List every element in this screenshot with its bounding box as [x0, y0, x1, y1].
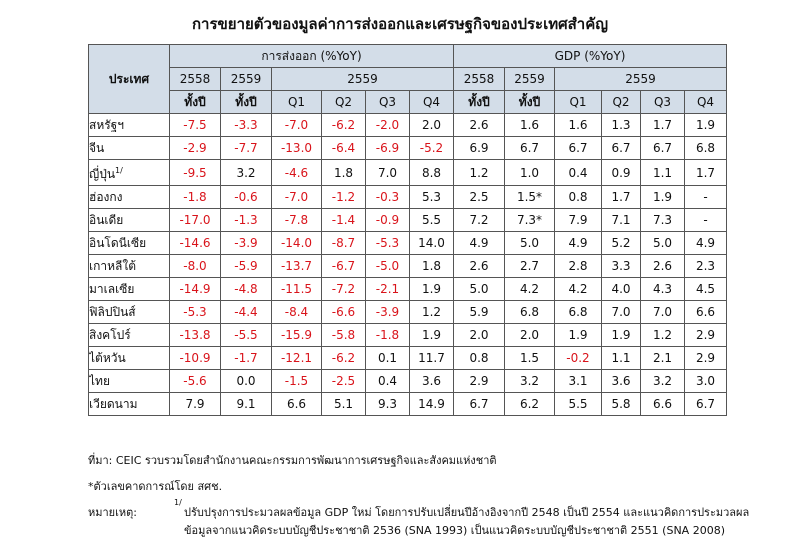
- export-value-cell: 8.8: [410, 160, 454, 186]
- gdp-value-cell: 6.8: [505, 301, 555, 324]
- gdp-value-cell: -: [685, 209, 727, 232]
- export-value-cell: 1.8: [322, 160, 366, 186]
- gdp-q2: Q2: [602, 91, 641, 114]
- export-value-cell: 3.2: [221, 160, 272, 186]
- export-value-cell: 1.9: [410, 278, 454, 301]
- gdp-value-cell: 2.9: [685, 324, 727, 347]
- export-value-cell: -0.3: [366, 186, 410, 209]
- country-name: ฟิลิปปินส์: [89, 305, 136, 319]
- export-value-cell: -7.5: [170, 114, 221, 137]
- export-value-cell: -11.5: [272, 278, 322, 301]
- export-value-cell: -0.6: [221, 186, 272, 209]
- remark-label: หมายเหตุ:: [88, 506, 137, 519]
- export-value-cell: -1.4: [322, 209, 366, 232]
- gdp-value-cell: 7.0: [641, 301, 685, 324]
- export-value-cell: -1.2: [322, 186, 366, 209]
- export-value-cell: -3.3: [221, 114, 272, 137]
- country-name: เกาหลีใต้: [89, 259, 137, 273]
- export-value-cell: 5.5: [410, 209, 454, 232]
- gdp-value-cell: 6.7: [602, 137, 641, 160]
- export-value-cell: -2.5: [322, 370, 366, 393]
- gdp-value-cell: 2.8: [555, 255, 602, 278]
- gdp-q4: Q4: [685, 91, 727, 114]
- table-row: [89, 324, 767, 347]
- export-value-cell: -4.8: [221, 278, 272, 301]
- export-value-cell: -5.8: [322, 324, 366, 347]
- export-value-cell: -2.1: [366, 278, 410, 301]
- gdp-value-cell: 6.7: [505, 137, 555, 160]
- gdp-value-cell: 7.0: [602, 301, 641, 324]
- country-cell: [89, 301, 170, 324]
- country-cell: [89, 232, 170, 255]
- gdp-value-cell: 2.3: [685, 255, 727, 278]
- gdp-value-cell: 7.9: [555, 209, 602, 232]
- gdp-value-cell: 0.8: [555, 186, 602, 209]
- country-name: ฮ่องกง: [89, 190, 123, 204]
- export-value-cell: -4.6: [272, 160, 322, 186]
- gdp-value-cell: 1.7: [641, 114, 685, 137]
- country-cell: [89, 370, 170, 393]
- country-footnote-marker: 1/: [115, 166, 123, 175]
- gdp-value-cell: 5.5: [555, 393, 602, 416]
- export-year-2558: 2558: [170, 68, 221, 91]
- export-value-cell: -13.0: [272, 137, 322, 160]
- export-value-cell: -7.0: [272, 186, 322, 209]
- gdp-value-cell: 5.0: [641, 232, 685, 255]
- table-row: [89, 209, 767, 232]
- export-fullyear-2559: ทั้งปี: [221, 91, 272, 114]
- export-value-cell: -0.9: [366, 209, 410, 232]
- export-value-cell: -13.8: [170, 324, 221, 347]
- gdp-value-cell: 1.3: [602, 114, 641, 137]
- gdp-value-cell: 7.1: [602, 209, 641, 232]
- export-value-cell: -14.0: [272, 232, 322, 255]
- gdp-value-cell: 6.6: [641, 393, 685, 416]
- country-cell: [89, 186, 170, 209]
- gdp-fullyear-2558: ทั้งปี: [454, 91, 505, 114]
- gdp-value-cell: 2.9: [685, 347, 727, 370]
- export-value-cell: -1.8: [170, 186, 221, 209]
- export-value-cell: -2.0: [366, 114, 410, 137]
- export-value-cell: 1.8: [410, 255, 454, 278]
- gdp-value-cell: 2.0: [454, 324, 505, 347]
- country-cell: [89, 393, 170, 416]
- gdp-value-cell: 7.3: [641, 209, 685, 232]
- export-value-cell: -1.3: [221, 209, 272, 232]
- country-name: อินเดีย: [89, 213, 124, 227]
- table-row: [89, 301, 767, 324]
- export-value-cell: 0.1: [366, 347, 410, 370]
- export-value-cell: 9.3: [366, 393, 410, 416]
- gdp-value-cell: 1.5*: [505, 186, 555, 209]
- export-value-cell: -15.9: [272, 324, 322, 347]
- gdp-quarter-year: 2559: [555, 68, 727, 91]
- gdp-value-cell: 1.9: [555, 324, 602, 347]
- table-row: [89, 160, 767, 186]
- export-q3: Q3: [366, 91, 410, 114]
- table-row: [89, 232, 767, 255]
- gdp-value-cell: 1.1: [602, 347, 641, 370]
- export-value-cell: 14.9: [410, 393, 454, 416]
- export-value-cell: -4.4: [221, 301, 272, 324]
- table-row: [89, 393, 767, 416]
- export-group-header: การส่งออก (%YoY): [170, 45, 454, 68]
- gdp-value-cell: 1.0: [505, 160, 555, 186]
- gdp-value-cell: 1.6: [505, 114, 555, 137]
- gdp-value-cell: 4.9: [685, 232, 727, 255]
- export-value-cell: -6.7: [322, 255, 366, 278]
- export-value-cell: -7.0: [272, 114, 322, 137]
- export-value-cell: -10.9: [170, 347, 221, 370]
- gdp-value-cell: 6.9: [454, 137, 505, 160]
- gdp-value-cell: 4.0: [602, 278, 641, 301]
- gdp-value-cell: -: [685, 186, 727, 209]
- gdp-value-cell: 1.1: [641, 160, 685, 186]
- country-header: ประเทศ: [89, 45, 170, 114]
- gdp-value-cell: 6.8: [555, 301, 602, 324]
- export-value-cell: 3.6: [410, 370, 454, 393]
- gdp-fullyear-2559: ทั้งปี: [505, 91, 555, 114]
- gdp-group-header: GDP (%YoY): [454, 45, 727, 68]
- export-value-cell: -5.6: [170, 370, 221, 393]
- export-fullyear-2558: ทั้งปี: [170, 91, 221, 114]
- export-q4: Q4: [410, 91, 454, 114]
- gdp-value-cell: 5.0: [454, 278, 505, 301]
- export-value-cell: 5.1: [322, 393, 366, 416]
- export-value-cell: -1.5: [272, 370, 322, 393]
- export-value-cell: -7.8: [272, 209, 322, 232]
- export-value-cell: -3.9: [366, 301, 410, 324]
- export-value-cell: 11.7: [410, 347, 454, 370]
- export-value-cell: 0.0: [221, 370, 272, 393]
- gdp-value-cell: 1.2: [454, 160, 505, 186]
- export-year-2559: 2559: [221, 68, 272, 91]
- country-cell: [89, 160, 170, 186]
- gdp-value-cell: 1.9: [641, 186, 685, 209]
- gdp-value-cell: 6.6: [685, 301, 727, 324]
- country-name: เวียดนาม: [89, 397, 138, 411]
- export-value-cell: -5.0: [366, 255, 410, 278]
- country-name: อินโดนีเซีย: [89, 236, 147, 250]
- source-note: ที่มา: CEIC รวบรวมโดยสำนักงานคณะกรรมการพัฒนาการเศรษฐกิจและสังคมแห่งชาติ: [88, 454, 497, 467]
- export-value-cell: 7.9: [170, 393, 221, 416]
- gdp-value-cell: 6.7: [641, 137, 685, 160]
- export-quarter-year: 2559: [272, 68, 454, 91]
- export-value-cell: -5.9: [221, 255, 272, 278]
- gdp-value-cell: 3.1: [555, 370, 602, 393]
- gdp-value-cell: 5.2: [602, 232, 641, 255]
- gdp-value-cell: 1.9: [685, 114, 727, 137]
- remark-superscript: 1/: [174, 498, 182, 507]
- gdp-value-cell: 1.5: [505, 347, 555, 370]
- gdp-value-cell: 2.7: [505, 255, 555, 278]
- gdp-value-cell: 7.3*: [505, 209, 555, 232]
- remark-line-2: ข้อมูลจากแนวคิดระบบบัญชีประชาชาติ 2536 (SNA 1993) เป็นแนวคิดระบบบัญชีประชาชาติ 2551 (SNA 2008): [184, 524, 725, 537]
- estimate-note: *ตัวเลขคาดการณ์โดย สศช.: [88, 480, 223, 493]
- gdp-value-cell: -0.2: [555, 347, 602, 370]
- gdp-value-cell: 2.6: [454, 255, 505, 278]
- export-q2: Q2: [322, 91, 366, 114]
- table-row: [89, 255, 767, 278]
- gdp-value-cell: 4.3: [641, 278, 685, 301]
- export-value-cell: -5.2: [410, 137, 454, 160]
- export-value-cell: -6.6: [322, 301, 366, 324]
- gdp-value-cell: 1.2: [641, 324, 685, 347]
- table-row: [89, 114, 767, 137]
- gdp-q3: Q3: [641, 91, 685, 114]
- gdp-value-cell: 6.7: [555, 137, 602, 160]
- gdp-value-cell: 1.6: [555, 114, 602, 137]
- gdp-q1: Q1: [555, 91, 602, 114]
- gdp-value-cell: 3.2: [505, 370, 555, 393]
- country-name: ไต้หวัน: [89, 351, 126, 365]
- export-value-cell: -6.9: [366, 137, 410, 160]
- export-value-cell: -14.6: [170, 232, 221, 255]
- gdp-value-cell: 4.2: [505, 278, 555, 301]
- export-value-cell: 0.4: [366, 370, 410, 393]
- gdp-value-cell: 4.5: [685, 278, 727, 301]
- export-value-cell: -5.5: [221, 324, 272, 347]
- country-cell: [89, 114, 170, 137]
- export-value-cell: -3.9: [221, 232, 272, 255]
- gdp-value-cell: 4.2: [555, 278, 602, 301]
- export-value-cell: -1.7: [221, 347, 272, 370]
- country-cell: [89, 255, 170, 278]
- export-value-cell: -6.2: [322, 347, 366, 370]
- export-value-cell: 9.1: [221, 393, 272, 416]
- export-value-cell: 1.9: [410, 324, 454, 347]
- export-value-cell: -6.4: [322, 137, 366, 160]
- export-value-cell: -9.5: [170, 160, 221, 186]
- gdp-value-cell: 3.2: [641, 370, 685, 393]
- export-value-cell: -12.1: [272, 347, 322, 370]
- gdp-value-cell: 3.3: [602, 255, 641, 278]
- page-title: การขยายตัวของมูลค่าการส่งออกและเศรษฐกิจของประเทศสำคัญ: [191, 15, 609, 33]
- gdp-value-cell: 3.6: [602, 370, 641, 393]
- export-value-cell: -8.7: [322, 232, 366, 255]
- gdp-value-cell: 2.9: [454, 370, 505, 393]
- export-value-cell: -1.8: [366, 324, 410, 347]
- export-value-cell: -7.7: [221, 137, 272, 160]
- export-value-cell: -2.9: [170, 137, 221, 160]
- export-value-cell: 7.0: [366, 160, 410, 186]
- export-value-cell: 1.2: [410, 301, 454, 324]
- gdp-value-cell: 5.0: [505, 232, 555, 255]
- country-name: มาเลเซีย: [89, 282, 135, 296]
- gdp-year-2558: 2558: [454, 68, 505, 91]
- gdp-value-cell: 2.0: [505, 324, 555, 347]
- export-value-cell: -7.2: [322, 278, 366, 301]
- gdp-value-cell: 0.9: [602, 160, 641, 186]
- country-cell: [89, 137, 170, 160]
- remark-line-1: ปรับปรุงการประมวลผลข้อมูล GDP ใหม่ โดยการปรับเปลี่ยนปีอ้างอิงจากปี 2548 เป็นปี 2554 และแนวคิดการประมวลผล: [184, 506, 750, 519]
- gdp-value-cell: 4.9: [454, 232, 505, 255]
- gdp-value-cell: 1.9: [602, 324, 641, 347]
- gdp-value-cell: 3.0: [685, 370, 727, 393]
- country-cell: [89, 209, 170, 232]
- country-cell: [89, 324, 170, 347]
- country-cell: [89, 347, 170, 370]
- gdp-value-cell: 4.9: [555, 232, 602, 255]
- gdp-value-cell: 0.8: [454, 347, 505, 370]
- country-name: ญี่ปุ่น: [89, 167, 116, 181]
- country-name: สิงคโปร์: [89, 328, 131, 342]
- gdp-value-cell: 2.6: [454, 114, 505, 137]
- export-value-cell: -5.3: [170, 301, 221, 324]
- gdp-value-cell: 2.1: [641, 347, 685, 370]
- gdp-value-cell: 2.6: [641, 255, 685, 278]
- country-name: ไทย: [89, 374, 110, 388]
- export-value-cell: 14.0: [410, 232, 454, 255]
- export-value-cell: -8.4: [272, 301, 322, 324]
- country-cell: [89, 278, 170, 301]
- country-name: สหรัฐฯ: [89, 118, 125, 132]
- table-row: [89, 370, 767, 393]
- gdp-value-cell: 7.2: [454, 209, 505, 232]
- table-row: [89, 137, 767, 160]
- gdp-value-cell: 6.7: [685, 393, 727, 416]
- export-value-cell: 6.6: [272, 393, 322, 416]
- country-name: จีน: [89, 141, 105, 155]
- table-row: [89, 347, 767, 370]
- export-value-cell: 2.0: [410, 114, 454, 137]
- export-value-cell: -6.2: [322, 114, 366, 137]
- gdp-value-cell: 6.7: [454, 393, 505, 416]
- export-value-cell: -8.0: [170, 255, 221, 278]
- gdp-value-cell: 5.9: [454, 301, 505, 324]
- gdp-value-cell: 0.4: [555, 160, 602, 186]
- gdp-year-2559: 2559: [505, 68, 555, 91]
- gdp-value-cell: 1.7: [602, 186, 641, 209]
- export-value-cell: -5.3: [366, 232, 410, 255]
- gdp-value-cell: 5.8: [602, 393, 641, 416]
- table-row: [89, 278, 767, 301]
- table-row: [89, 186, 767, 209]
- export-value-cell: -13.7: [272, 255, 322, 278]
- gdp-value-cell: 6.8: [685, 137, 727, 160]
- export-value-cell: -14.9: [170, 278, 221, 301]
- export-value-cell: 5.3: [410, 186, 454, 209]
- gdp-value-cell: 1.7: [685, 160, 727, 186]
- table-body: [89, 114, 767, 416]
- export-q1: Q1: [272, 91, 322, 114]
- gdp-value-cell: 6.2: [505, 393, 555, 416]
- export-value-cell: -17.0: [170, 209, 221, 232]
- gdp-value-cell: 2.5: [454, 186, 505, 209]
- data-table: [88, 44, 767, 416]
